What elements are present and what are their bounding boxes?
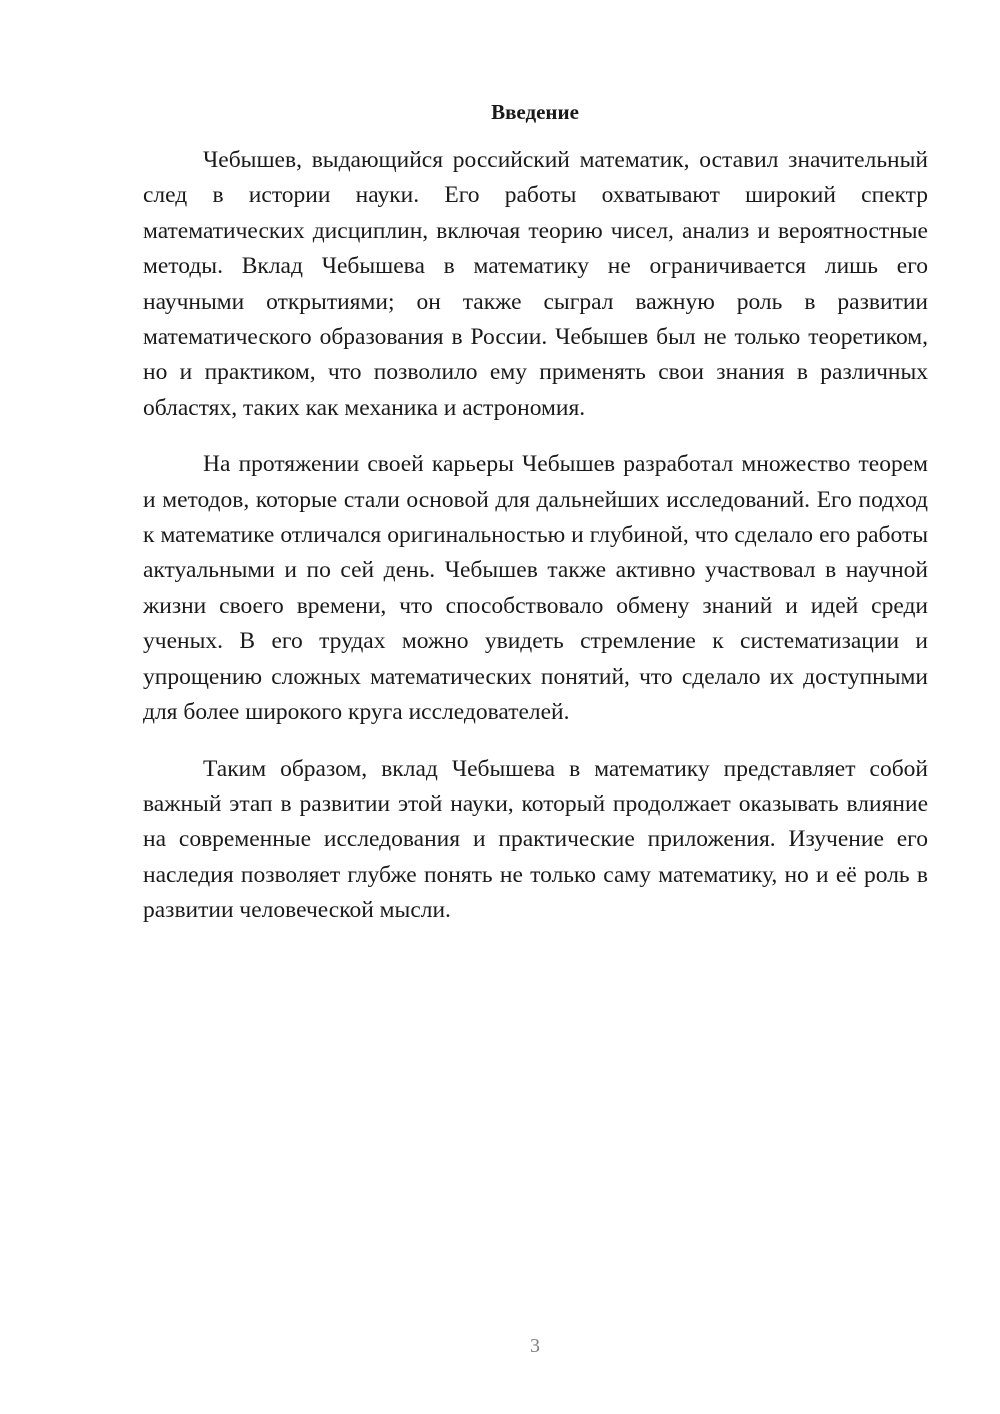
page-number: 3	[530, 1335, 540, 1357]
body-text	[143, 143, 928, 950]
paragraph-3: Таким образом, вклад Чебышева в математику представляет собой важный этап в развитии этой науки, который продолжает оказывать влияние на современные исследования и практические приложения. Изучение его наследия позволяет глубже понять не только саму математику, но и её роль в развитии человеческой мысли.	[143, 755, 928, 924]
paragraph-1: Чебышев, выдающийся российский математик, оставил значительный след в истории науки. Его работы охватывают широкий спектр математических дисциплин, включая теорию чисел, анализ и вероятностные методы. Вклад Чебышева в математику не ограничивается лишь его научными открытиями; он также сыграл важную роль в развитии математического образования в России. Чебышев был не только теоретиком, но и практиком, что позволило ему применять свои знания в различных областях, таких как механика и астрономия.	[143, 147, 928, 421]
paragraph-2: На протяжении своей карьеры Чебышев разработал множество теорем и методов, которые стали основой для дальнейших исследований. Его подход к математике отличался оригинальностью и глубиной, что сделало его работы актуальными и по сей день. Чебышев также активно участвовал в научной жизни своего времени, что способствовало обмену знаний и идей среди ученых. В его трудах можно увидеть стремление к систематизации и упрощению сложных математических понятий, что сделало их доступными для более широкого круга исследователей.	[143, 451, 928, 726]
section-heading: Введение	[491, 100, 579, 124]
